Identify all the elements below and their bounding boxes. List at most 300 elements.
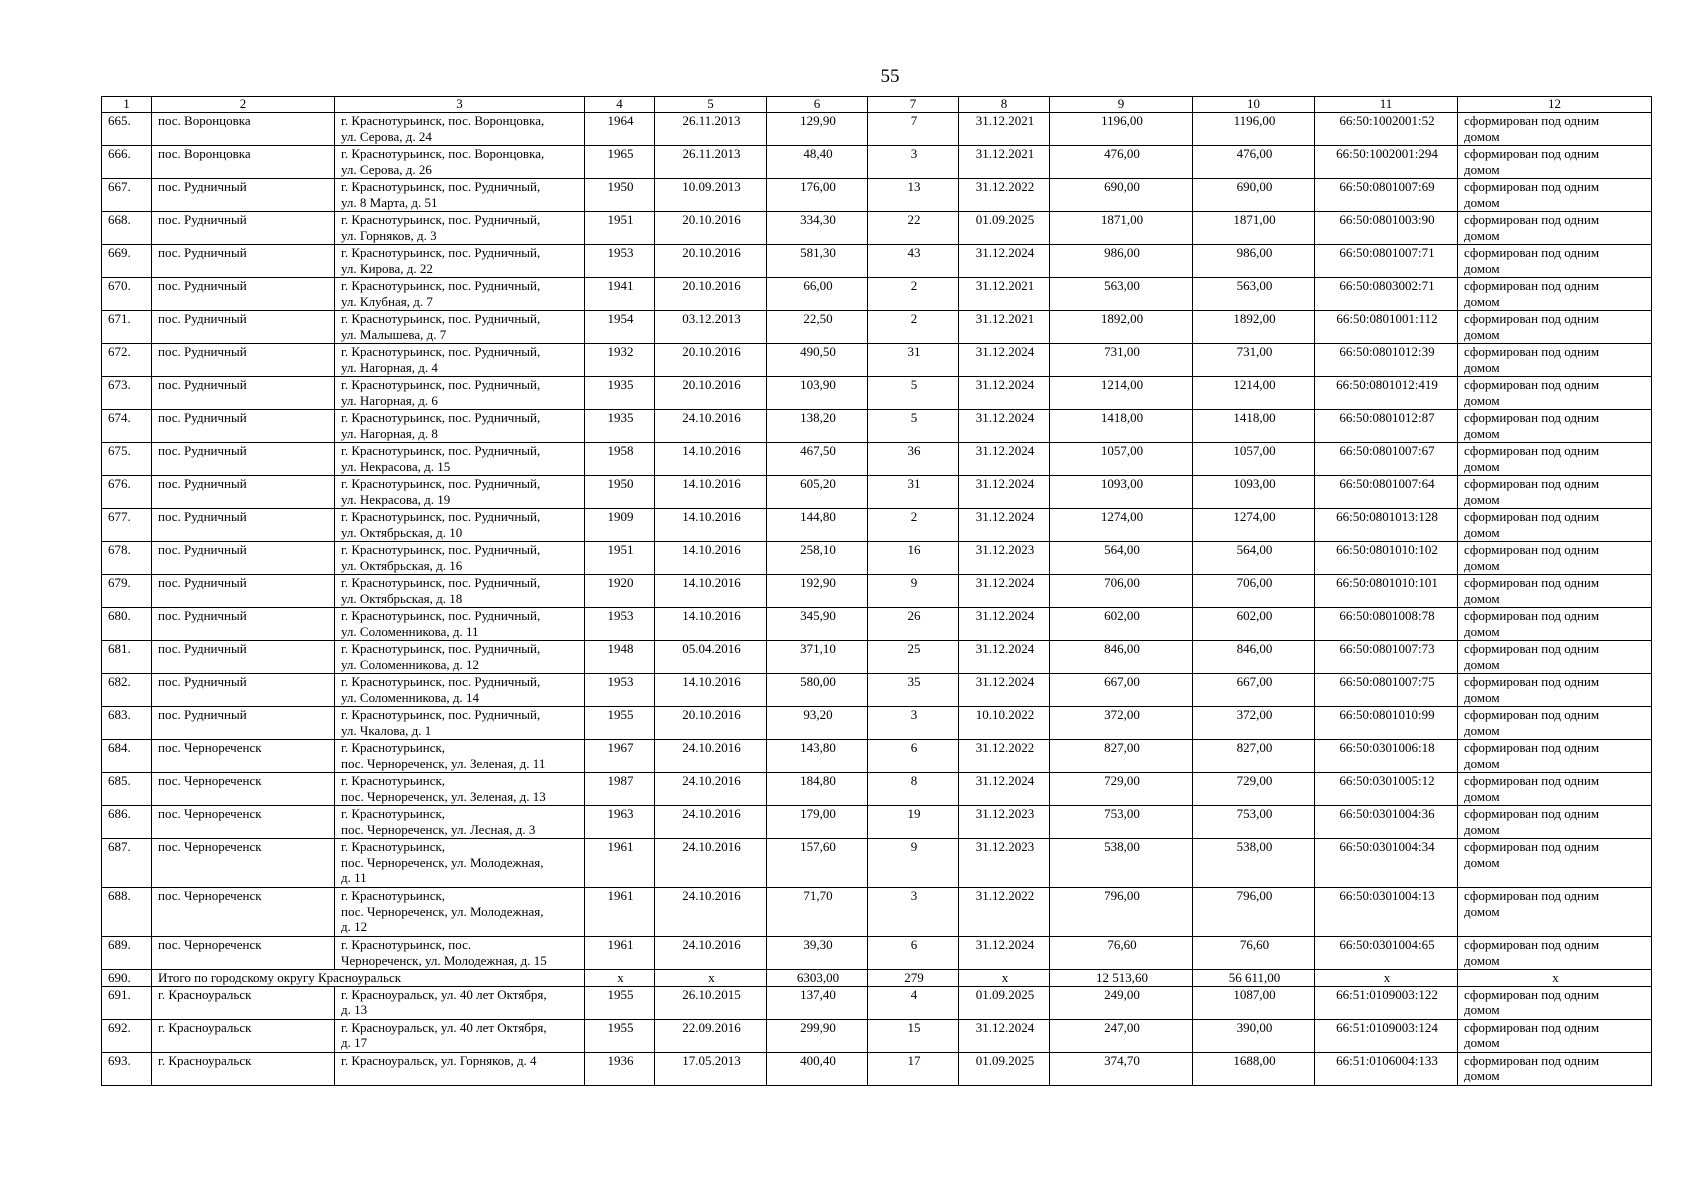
cell-line: г. Краснотурьинск, пос. Рудничный, <box>341 443 541 458</box>
locality-cell: пос. Воронцовка <box>152 113 335 146</box>
table-row <box>102 806 1652 839</box>
cell-line: ул. Нагорная, д. 8 <box>341 425 438 441</box>
cadastral-cell: 66:50:1002001:294 <box>1315 146 1458 179</box>
deadline-cell: 31.12.2021 <box>959 146 1050 179</box>
locality-cell: пос. Рудничный <box>152 509 335 542</box>
cell-line: пос. Чернореченск, ул. Зеленая, д. 11 <box>341 755 546 771</box>
year-cell: 1936 <box>585 1052 655 1085</box>
people-cell: 13 <box>868 179 959 212</box>
year-cell: 1955 <box>585 1019 655 1052</box>
people-cell: 8 <box>868 773 959 806</box>
address-cell <box>335 311 585 344</box>
address-cell <box>335 146 585 179</box>
cell-line: сформирован под одним <box>1464 146 1600 161</box>
cell-line: ул. Горняков, д. 3 <box>341 227 437 243</box>
cell-line: г. Краснотурьинск, пос. Рудничный, <box>341 311 541 326</box>
cell-line: г. Краснотурьинск, пос. Рудничный, <box>341 674 541 689</box>
cell-line: пос. Чернореченск, ул. Зеленая, д. 13 <box>341 788 546 804</box>
area10-cell: 76,60 <box>1193 937 1315 970</box>
address-cell <box>335 740 585 773</box>
locality-cell: пос. Чернореченск <box>152 740 335 773</box>
status-cell <box>1458 344 1652 377</box>
cadastral-cell: 66:50:0301004:36 <box>1315 806 1458 839</box>
cell-line: г. Краснотурьинск, пос. Рудничный, <box>341 476 541 491</box>
cell-line: домом <box>1464 557 1500 573</box>
date-cell: 20.10.2016 <box>655 377 767 410</box>
cadastral-cell: 66:50:0801007:67 <box>1315 443 1458 476</box>
cell-line: домом <box>1464 1035 1500 1050</box>
people-cell: 4 <box>868 986 959 1019</box>
cadastral-cell: 66:50:0801012:419 <box>1315 377 1458 410</box>
status-cell <box>1458 641 1652 674</box>
year-cell: 1961 <box>585 839 655 888</box>
year-cell: 1935 <box>585 377 655 410</box>
people-cell: 3 <box>868 146 959 179</box>
cell-line: сформирован под одним <box>1464 410 1600 425</box>
column-header: 8 <box>959 97 1050 113</box>
row-number: 671. <box>102 311 152 344</box>
cell-line: г. Краснотурьинск, <box>341 773 446 788</box>
people-cell: 19 <box>868 806 959 839</box>
area9-cell: 1093,00 <box>1050 476 1193 509</box>
deadline-cell: 31.12.2021 <box>959 113 1050 146</box>
status-cell <box>1458 410 1652 443</box>
status-cell <box>1458 509 1652 542</box>
cell-line: г. Краснотурьинск, пос. Рудничный, <box>341 542 541 557</box>
year-cell: 1955 <box>585 707 655 740</box>
locality-cell: пос. Чернореченск <box>152 888 335 937</box>
cell-line: домом <box>1464 326 1500 342</box>
table-row <box>102 377 1652 410</box>
year-cell: 1909 <box>585 509 655 542</box>
people-cell: 7 <box>868 113 959 146</box>
address-cell <box>335 575 585 608</box>
row-number: 682. <box>102 674 152 707</box>
cell-line: ул. Некрасова, д. 15 <box>341 458 451 474</box>
cell-line: ул. Серова, д. 26 <box>341 161 432 177</box>
people-cell: 6 <box>868 937 959 970</box>
cell-line: г. Краснотурьинск, пос. Рудничный, <box>341 575 541 590</box>
column-header: 10 <box>1193 97 1315 113</box>
date-cell: 14.10.2016 <box>655 509 767 542</box>
cell-line: ул. Некрасова, д. 19 <box>341 491 451 507</box>
cell-line: домом <box>1464 524 1500 540</box>
column-header: 7 <box>868 97 959 113</box>
cell-line: ул. Соломенникова, д. 12 <box>341 656 480 672</box>
area-cell: 179,00 <box>767 806 868 839</box>
year-cell: 1958 <box>585 443 655 476</box>
address-cell <box>335 212 585 245</box>
deadline-cell: 31.12.2024 <box>959 773 1050 806</box>
deadline-cell: 31.12.2024 <box>959 344 1050 377</box>
area9-cell: 1892,00 <box>1050 311 1193 344</box>
locality-cell: пос. Рудничный <box>152 344 335 377</box>
cell-line: домом <box>1464 128 1500 144</box>
deadline-cell: 31.12.2024 <box>959 608 1050 641</box>
table-row <box>102 542 1652 575</box>
locality-cell: г. Красноуральск <box>152 1019 335 1052</box>
address-cell <box>335 773 585 806</box>
area-cell: 66,00 <box>767 278 868 311</box>
people-cell: 279 <box>868 970 959 987</box>
deadline-cell: 01.09.2025 <box>959 212 1050 245</box>
row-number: 692. <box>102 1019 152 1052</box>
cell-line: домом <box>1464 293 1500 309</box>
cell-line: д. 17 <box>341 1035 368 1050</box>
cell-line: г. Краснотурьинск, пос. Рудничный, <box>341 245 541 260</box>
status-cell <box>1458 986 1652 1019</box>
status-cell <box>1458 377 1652 410</box>
cell-line: домом <box>1464 491 1500 507</box>
status-cell <box>1458 1052 1652 1085</box>
area-cell: 580,00 <box>767 674 868 707</box>
cell-line: домом <box>1464 590 1500 606</box>
area9-cell: 538,00 <box>1050 839 1193 888</box>
cell-line: сформирован под одним <box>1464 674 1600 689</box>
status-cell <box>1458 707 1652 740</box>
date-cell: 14.10.2016 <box>655 542 767 575</box>
area9-cell: 729,00 <box>1050 773 1193 806</box>
area-cell: 176,00 <box>767 179 868 212</box>
table-row <box>102 674 1652 707</box>
row-number: 668. <box>102 212 152 245</box>
column-header: 6 <box>767 97 868 113</box>
area-cell: 143,80 <box>767 740 868 773</box>
cell-line: г. Краснотурьинск, пос. <box>341 937 472 952</box>
area9-cell: 372,00 <box>1050 707 1193 740</box>
locality-cell: пос. Чернореченск <box>152 773 335 806</box>
cell-line: сформирован под одним <box>1464 839 1600 854</box>
table-row <box>102 278 1652 311</box>
area9-cell: 1418,00 <box>1050 410 1193 443</box>
cell-line: сформирован под одним <box>1464 509 1600 524</box>
deadline-cell: 31.12.2021 <box>959 311 1050 344</box>
people-cell: 5 <box>868 410 959 443</box>
cell-line: домом <box>1464 1068 1500 1083</box>
deadline-cell: 31.12.2024 <box>959 509 1050 542</box>
address-cell <box>335 986 585 1019</box>
address-cell <box>335 443 585 476</box>
date-cell: 24.10.2016 <box>655 806 767 839</box>
date-cell: 14.10.2016 <box>655 443 767 476</box>
total-label: Итого по городскому округу Красноуральск <box>152 970 585 987</box>
year-cell: 1950 <box>585 179 655 212</box>
deadline-cell: 01.09.2025 <box>959 1052 1050 1085</box>
cadastral-cell: 66:50:0801003:90 <box>1315 212 1458 245</box>
cell-line: сформирован под одним <box>1464 443 1600 458</box>
area9-cell: 249,00 <box>1050 986 1193 1019</box>
area-cell: 581,30 <box>767 245 868 278</box>
cell-line: домом <box>1464 1002 1500 1017</box>
area10-cell: 1196,00 <box>1193 113 1315 146</box>
cell-line: домом <box>1464 623 1500 639</box>
locality-cell: пос. Чернореченск <box>152 839 335 888</box>
people-cell: 3 <box>868 888 959 937</box>
cadastral-cell: 66:50:0801007:69 <box>1315 179 1458 212</box>
address-cell <box>335 377 585 410</box>
area-cell: 334,30 <box>767 212 868 245</box>
area-cell: 400,40 <box>767 1052 868 1085</box>
column-header: 12 <box>1458 97 1652 113</box>
area9-cell: 1196,00 <box>1050 113 1193 146</box>
cadastral-cell: 66:50:0301006:18 <box>1315 740 1458 773</box>
housing-register-table <box>101 96 1652 1086</box>
year-cell: x <box>585 970 655 987</box>
status-cell <box>1458 970 1652 987</box>
table-row <box>102 986 1652 1019</box>
locality-cell: пос. Рудничный <box>152 575 335 608</box>
cell-line: домом <box>1464 903 1500 919</box>
area9-cell: 563,00 <box>1050 278 1193 311</box>
area10-cell: 690,00 <box>1193 179 1315 212</box>
date-cell: x <box>655 970 767 987</box>
cell-line: домом <box>1464 821 1500 837</box>
cadastral-cell: 66:50:0301005:12 <box>1315 773 1458 806</box>
cell-line: сформирован под одним <box>1464 179 1600 194</box>
cadastral-cell: 66:50:0801008:78 <box>1315 608 1458 641</box>
locality-cell: пос. Рудничный <box>152 674 335 707</box>
table-row <box>102 707 1652 740</box>
deadline-cell: 31.12.2022 <box>959 740 1050 773</box>
cell-line: сформирован под одним <box>1464 1019 1600 1035</box>
status-cell <box>1458 937 1652 970</box>
cadastral-cell: 66:50:0801012:39 <box>1315 344 1458 377</box>
row-number: 689. <box>102 937 152 970</box>
cell-line: сформирован под одним <box>1464 245 1600 260</box>
cell-line: ул. Серова, д. 24 <box>341 128 432 144</box>
cell-line: сформирован под одним <box>1464 806 1600 821</box>
date-cell: 10.09.2013 <box>655 179 767 212</box>
cadastral-cell: 66:50:0801007:73 <box>1315 641 1458 674</box>
cell-line: г. Красноуральск, ул. Горняков, д. 4 <box>341 1052 537 1068</box>
cell-line: сформирован под одним <box>1464 212 1600 227</box>
cell-line: домом <box>1464 161 1500 177</box>
cell-line: сформирован под одним <box>1464 542 1600 557</box>
year-cell: 1920 <box>585 575 655 608</box>
page-number: 55 <box>880 66 900 87</box>
area10-cell: 1087,00 <box>1193 986 1315 1019</box>
cell-line: ул. Октябрьская, д. 16 <box>341 557 463 573</box>
date-cell: 26.11.2013 <box>655 113 767 146</box>
area10-cell: 986,00 <box>1193 245 1315 278</box>
year-cell: 1951 <box>585 212 655 245</box>
cell-line: д. 11 <box>341 870 367 885</box>
cell-line: г. Краснотурьинск, <box>341 888 446 903</box>
area-cell: 258,10 <box>767 542 868 575</box>
people-cell: 2 <box>868 278 959 311</box>
cell-line: пос. Чернореченск, ул. Молодежная, <box>341 903 544 919</box>
address-cell <box>335 410 585 443</box>
people-cell: 3 <box>868 707 959 740</box>
deadline-cell: 31.12.2024 <box>959 245 1050 278</box>
cell-line: г. Краснотурьинск, пос. Воронцовка, <box>341 113 545 128</box>
column-header: 5 <box>655 97 767 113</box>
year-cell: 1961 <box>585 888 655 937</box>
area-cell: 137,40 <box>767 986 868 1019</box>
area10-cell: 56 611,00 <box>1193 970 1315 987</box>
cell-line: домом <box>1464 722 1500 738</box>
cadastral-cell: 66:50:0301004:34 <box>1315 839 1458 888</box>
status-cell <box>1458 839 1652 888</box>
table-row <box>102 443 1652 476</box>
address-cell <box>335 839 585 888</box>
cell-line: ул. Соломенникова, д. 14 <box>341 689 480 705</box>
address-cell <box>335 888 585 937</box>
cell-line: сформирован под одним <box>1464 707 1600 722</box>
date-cell: 14.10.2016 <box>655 608 767 641</box>
table-row <box>102 1052 1652 1085</box>
date-cell: 22.09.2016 <box>655 1019 767 1052</box>
area10-cell: 1093,00 <box>1193 476 1315 509</box>
date-cell: 20.10.2016 <box>655 707 767 740</box>
date-cell: 17.05.2013 <box>655 1052 767 1085</box>
cell-line: сформирован под одним <box>1464 575 1600 590</box>
row-number: 669. <box>102 245 152 278</box>
cell-line: г. Краснотурьинск, пос. Рудничный, <box>341 212 541 227</box>
area10-cell: 753,00 <box>1193 806 1315 839</box>
cell-line: г. Краснотурьинск, пос. Рудничный, <box>341 410 541 425</box>
locality-cell: пос. Рудничный <box>152 278 335 311</box>
cell-line: пос. Чернореченск, ул. Молодежная, <box>341 854 544 870</box>
area10-cell: 564,00 <box>1193 542 1315 575</box>
address-cell <box>335 937 585 970</box>
cell-line: г. Красноуральск, ул. 40 лет Октября, <box>341 986 547 1002</box>
row-number: 677. <box>102 509 152 542</box>
cadastral-cell: 66:50:0801012:87 <box>1315 410 1458 443</box>
locality-cell: пос. Чернореченск <box>152 806 335 839</box>
area-cell: 467,50 <box>767 443 868 476</box>
locality-cell: пос. Рудничный <box>152 542 335 575</box>
row-number: 688. <box>102 888 152 937</box>
cadastral-cell: 66:50:0801010:101 <box>1315 575 1458 608</box>
address-cell <box>335 1019 585 1052</box>
cadastral-cell: 66:50:0801010:102 <box>1315 542 1458 575</box>
row-number: 678. <box>102 542 152 575</box>
area-cell: 39,30 <box>767 937 868 970</box>
date-cell: 24.10.2016 <box>655 839 767 888</box>
row-number: 683. <box>102 707 152 740</box>
cell-line: домом <box>1464 788 1500 804</box>
cell-line: г. Красноуральск, ул. 40 лет Октября, <box>341 1019 547 1035</box>
address-cell <box>335 245 585 278</box>
area10-cell: 1214,00 <box>1193 377 1315 410</box>
area9-cell: 667,00 <box>1050 674 1193 707</box>
cadastral-cell: 66:50:1002001:52 <box>1315 113 1458 146</box>
year-cell: 1954 <box>585 311 655 344</box>
area-cell: 144,80 <box>767 509 868 542</box>
area-cell: 490,50 <box>767 344 868 377</box>
cell-line: г. Краснотурьинск, пос. Рудничный, <box>341 608 541 623</box>
cell-line: сформирован под одним <box>1464 476 1600 491</box>
cell-line: г. Краснотурьинск, пос. Рудничный, <box>341 377 541 392</box>
cell-line: ул. Соломенникова, д. 11 <box>341 623 479 639</box>
table-row <box>102 113 1652 146</box>
date-cell: 20.10.2016 <box>655 278 767 311</box>
year-cell: 1953 <box>585 674 655 707</box>
area10-cell: 796,00 <box>1193 888 1315 937</box>
status-cell <box>1458 773 1652 806</box>
area-cell: 157,60 <box>767 839 868 888</box>
date-cell: 03.12.2013 <box>655 311 767 344</box>
deadline-cell: 31.12.2024 <box>959 1019 1050 1052</box>
row-number: 665. <box>102 113 152 146</box>
status-cell <box>1458 1019 1652 1052</box>
date-cell: 24.10.2016 <box>655 773 767 806</box>
area9-cell: 476,00 <box>1050 146 1193 179</box>
area10-cell: 1274,00 <box>1193 509 1315 542</box>
people-cell: 26 <box>868 608 959 641</box>
cell-line: ул. Октябрьская, д. 10 <box>341 524 463 540</box>
table-row <box>102 476 1652 509</box>
date-cell: 24.10.2016 <box>655 410 767 443</box>
cadastral-cell: 66:50:0301004:65 <box>1315 937 1458 970</box>
people-cell: 9 <box>868 839 959 888</box>
cell-line: домом <box>1464 194 1500 210</box>
status-cell <box>1458 575 1652 608</box>
area9-cell: 796,00 <box>1050 888 1193 937</box>
locality-cell: пос. Рудничный <box>152 608 335 641</box>
area10-cell: 1418,00 <box>1193 410 1315 443</box>
status-cell <box>1458 806 1652 839</box>
locality-cell: г. Красноуральск <box>152 986 335 1019</box>
table-row <box>102 344 1652 377</box>
table-row <box>102 839 1652 888</box>
locality-cell: пос. Рудничный <box>152 212 335 245</box>
locality-cell: пос. Рудничный <box>152 245 335 278</box>
area9-cell: 731,00 <box>1050 344 1193 377</box>
date-cell: 26.10.2015 <box>655 986 767 1019</box>
area9-cell: 76,60 <box>1050 937 1193 970</box>
row-number: 691. <box>102 986 152 1019</box>
status-cell <box>1458 476 1652 509</box>
deadline-cell: 31.12.2024 <box>959 443 1050 476</box>
area9-cell: 247,00 <box>1050 1019 1193 1052</box>
area-cell: 138,20 <box>767 410 868 443</box>
area9-cell: 1274,00 <box>1050 509 1193 542</box>
cell-line: сформирован под одним <box>1464 344 1600 359</box>
year-cell: 1964 <box>585 113 655 146</box>
cadastral-cell: 66:50:0801001:112 <box>1315 311 1458 344</box>
cell-line: сформирован под одним <box>1464 113 1600 128</box>
deadline-cell: 10.10.2022 <box>959 707 1050 740</box>
people-cell: 43 <box>868 245 959 278</box>
table-row <box>102 179 1652 212</box>
deadline-cell: 31.12.2023 <box>959 542 1050 575</box>
table-row <box>102 509 1652 542</box>
deadline-cell: 01.09.2025 <box>959 986 1050 1019</box>
cell-line: г. Краснотурьинск, пос. Рудничный, <box>341 179 541 194</box>
table-row <box>102 410 1652 443</box>
row-number: 666. <box>102 146 152 179</box>
deadline-cell: 31.12.2023 <box>959 806 1050 839</box>
column-header: 4 <box>585 97 655 113</box>
cell-line: домом <box>1464 458 1500 474</box>
address-cell <box>335 542 585 575</box>
row-number: 672. <box>102 344 152 377</box>
area-cell: 48,40 <box>767 146 868 179</box>
area9-cell: 1214,00 <box>1050 377 1193 410</box>
cell-line: домом <box>1464 854 1500 870</box>
deadline-cell: 31.12.2024 <box>959 377 1050 410</box>
cell-line: Чернореченск, ул. Молодежная, д. 15 <box>341 952 547 968</box>
area10-cell: 1892,00 <box>1193 311 1315 344</box>
status-cell <box>1458 888 1652 937</box>
cell-line: сформирован под одним <box>1464 311 1600 326</box>
cell-line: ул. Октябрьская, д. 18 <box>341 590 463 606</box>
deadline-cell: 31.12.2023 <box>959 839 1050 888</box>
table-row <box>102 740 1652 773</box>
cadastral-cell: 66:50:0803002:71 <box>1315 278 1458 311</box>
